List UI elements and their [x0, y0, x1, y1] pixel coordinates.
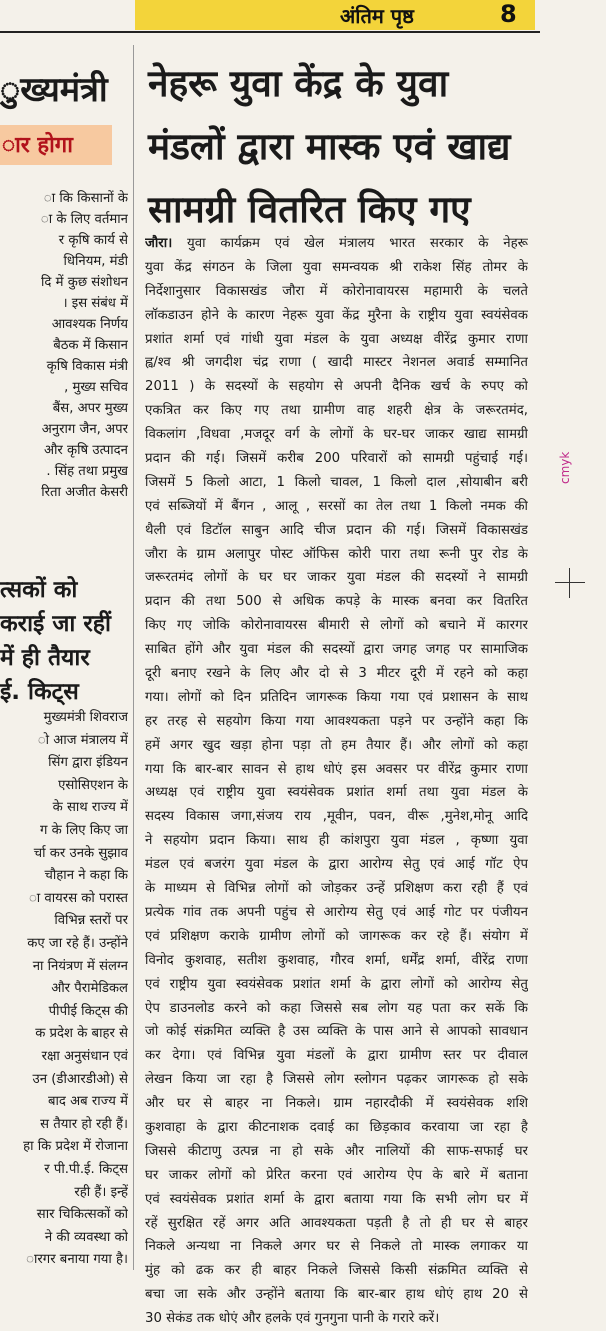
left-text-line: उन (डीआरडीओ) से — [32, 1071, 128, 1087]
left-text-line: धिनियम, मंडी — [63, 254, 128, 269]
left-text-line: ा वायरस को परास्त — [28, 890, 128, 906]
article-line: सदस्य विकास जगा,संजय राय ,मूवीन, पवन, वीरू ,मुनेश,मोनू आदि — [145, 809, 528, 825]
left-text-line: बैठक में किसान — [53, 338, 128, 353]
left-text-line: आवश्यक निर्णय — [51, 317, 128, 332]
header-rule — [0, 31, 540, 33]
article-line: लॉकडाउन होने के कारण नेहरू युवा केंद्र मुरैना के राष्ट्रीय युवा स्वयंसेवक — [145, 307, 528, 323]
article-line: निकले अन्यथा ना निकले अगर घर से निकले तो मास्क लगाकर या — [145, 1239, 528, 1255]
article-line: लेखन किया जा रहा है जिससे लोग स्लोगन पढ़कर जागरूक हो सके — [145, 1072, 528, 1088]
article-line: जो कोई संक्रमित व्यक्ति है उस व्यक्ति के पास आने से आपको सावधान — [145, 1024, 528, 1040]
article-line: किए गए जोकि कोरोनावायरस बीमारी से लोगों को बचाने में कारगर — [145, 618, 528, 634]
left-headline-2-line: ई. किट्स — [0, 679, 79, 705]
article-line: जौरा के ग्राम अलापुर पोस्ट ऑफिस कोरी पारा तथा रूनी पुर रोड के — [145, 546, 528, 562]
article-headline — [148, 52, 528, 241]
left-text-line: क प्रदेश के बाहर से — [35, 1026, 128, 1042]
left-text-line: मुख्यमंत्री शिवराज — [43, 710, 128, 725]
article-line: गया कि बार-बार सावन से हाथ धोएं इस अवसर पर वीरेंद्र कुमार राणा — [145, 761, 528, 777]
article-line-text: युवा कार्यक्रम एवं खेल मंत्रालय भारत सरकार के नेहरू — [187, 236, 528, 251]
article-line: घर जाकर लोगों को प्रेरित करना एवं आरोग्य ऐप के बारे में बताना — [145, 1167, 528, 1183]
article-line: प्रत्येक गांव तक अपनी पहुंच से आरोग्य सेतु एवं आई गोट पर पंजीयन — [145, 904, 528, 920]
article-line: गया। लोगों को दिन प्रतिदिन जागरूक किया गया एवं प्रशासन के साथ — [145, 689, 528, 705]
left-text-line: ने की व्यवस्था को — [44, 1229, 128, 1245]
article-line: ऐप डाउनलोड करने को कहा जिससे सब लोग यह पता कर सकें कि — [145, 1000, 528, 1016]
article-line: साबित होंगे और युवा मंडल की सदस्यों द्वारा जगह जगह पर सामाजिक — [145, 642, 528, 658]
article-line: एवं राष्ट्रीय युवा स्वयंसेवक प्रशांत शर्मा के द्वारा लोगों को आरोग्य सेतु — [145, 976, 528, 992]
left-text-line: स तैयार हो रही हैं। — [40, 1116, 128, 1132]
article-line: विनोद कुशवाह, सतीश कुशवाह, गौरव शर्मा, धर्मेंद्र शर्मा, वीरेंद्र राणा — [145, 952, 528, 968]
headline-line: नेहरू युवा केंद्र के युवा — [148, 62, 449, 105]
headline-line: मंडलों द्वारा मास्क एवं खाद्य — [148, 125, 511, 168]
left-headline: ुख्यमंत्री — [0, 70, 108, 110]
article-line: थैली एवं डिटॉल साबुन आदि चीज प्रदान की गई। जिसमें विकासखंड — [145, 522, 528, 538]
article-line: युवा केंद्र संगठन के जिला युवा समन्वयक श्री राकेश सिंह तोमर के — [145, 259, 528, 275]
left-text-line: रक्षा अनुसंधान एवं — [41, 1049, 128, 1064]
left-text-line: चौहान ने कहा कि — [44, 868, 128, 884]
article-line: जिसमें 5 किलो आटा, 1 किलो चावल, 1 किलो दाल ,सोयाबीन बरी — [145, 474, 528, 490]
left-text-line: पीपीई किट्स की — [48, 1003, 128, 1019]
left-text-line: र पी.पी.ई. किट्स — [44, 1162, 128, 1177]
article-line: अध्यक्ष एवं राष्ट्रीय युवा स्वयंसेवक प्रशांत शर्मा तथा युवा मंडल के — [145, 785, 528, 801]
article-line: मुंह को ढक कर ही बाहर निकले जिससे किसी संक्रमित व्यक्ति से — [145, 1263, 528, 1279]
left-text-line: सिंग द्वारा इंडियन — [48, 755, 128, 771]
article-line: जरूरतमंद लोगों के घर घर जाकर युवा मंडल की सदस्यों ने सामग्री — [145, 570, 528, 586]
article-line: जिससे कीटाणु उत्पन्न ना हो सके और नालियों की साफ-सफाई घर — [145, 1143, 528, 1159]
left-subhead — [0, 125, 112, 165]
article-line: प्रदान की तथा 500 से अधिक कपड़े के मास्क बनवा कर वितरित — [145, 594, 528, 610]
left-text-line: ारगर बनाया गया है। — [26, 1252, 128, 1268]
page-header — [0, 0, 606, 32]
left-text-line: सार चिकित्सकों को — [36, 1207, 128, 1223]
article-line: 30 सेकंड तक धोएं और हलके एवं गुनगुना पानी के गरारे करें। — [145, 1311, 440, 1327]
page-name: अंतिम पृष्ठ — [340, 4, 414, 28]
article-line: एवं सब्जियों में बैंगन , आलू , सरसों का तेल तथा 1 किलो नमक की — [145, 498, 528, 514]
left-subhead-text: ार होगा — [2, 133, 73, 158]
left-text-line: ा के लिए वर्तमान — [40, 212, 128, 227]
article-line: एवं स्वयंसेवक प्रशांत शर्मा के द्वारा बताया गया कि सभी लोग घर में — [145, 1191, 528, 1207]
left-text-line: र कृषि कार्य से — [58, 233, 128, 248]
left-text-line: कए जा रहे हैं। उन्होंने — [27, 936, 128, 951]
article-line: कुशवाहा के द्वारा कीटनाशक दवाई का छिड़काव करवाया जा रहा है — [145, 1119, 528, 1135]
left-text-line: , मुख्य सचिव — [64, 380, 128, 395]
left-text-line: ना नियंत्रण में संलग्न — [32, 958, 128, 974]
article-line: और घर से बाहर ना निकले। ग्राम नहारदौकी में स्वयंसेवक शशि — [145, 1096, 528, 1112]
left-text-line: रही हैं। इन्हें — [74, 1184, 128, 1200]
left-text-line: ा कि किसानों के — [43, 191, 128, 206]
left-text-line: । इस संबंध में — [62, 296, 128, 311]
left-headline-2-line: में ही तैयार — [0, 645, 90, 671]
left-text-line: ो आज मंत्रालय में — [37, 732, 128, 748]
left-text-line: रिता अजीत केसरी — [41, 485, 128, 500]
left-text-line: ग के लिए किए जा — [39, 823, 128, 838]
left-column — [0, 45, 128, 1270]
left-text-line: दि में कुछ संशोधन — [41, 275, 128, 290]
left-text-line: हा कि प्रदेश में रोजाना — [23, 1139, 128, 1155]
cmyk-mark: cmyk — [558, 451, 572, 484]
dateline: जौरा। — [145, 236, 173, 251]
header-band — [135, 0, 535, 30]
left-headline-2-line: कराई जा रहीं — [0, 611, 111, 637]
left-text-line: बाद अब राज्य में — [47, 1094, 128, 1110]
article-line: एवं प्रशिक्षण कराके ग्रामीण लोगों को जागरूक कर रहे हैं। संयोग में — [145, 928, 528, 944]
headline-line: सामग्री वितरित किए गए — [148, 188, 471, 231]
article-line: बचा जा सके और उन्होंने बताया कि बार-बार हाथ धोएं हाथ 20 से — [145, 1287, 528, 1303]
left-text-line: अनुराग जैन, अपर — [41, 422, 128, 437]
article-line: हर तरह से सहयोग किया गया आवश्यकता पड़ने पर उन्होंने कहा कि — [145, 713, 528, 729]
article-line: एकत्रित कर किए गए तथा ग्रामीण वाह शहरी क्षेत्र के जरूरतमंद, — [145, 403, 528, 419]
left-text-line: बैंस, अपर मुख्य — [52, 401, 128, 416]
article-line: दूरी बनाए रखने के लिए और दो से 3 मीटर दूरी में रहने को कहा — [145, 666, 528, 682]
article-line: के माध्यम से विभिन्न लोगों को जोड़कर उन्हें प्रशिक्षण करा रही हैं एवं — [145, 881, 528, 897]
article-line: विकलांग ,विधवा ,मजदूर वर्ग के लोगों के घर-घर जाकर खाद्य सामग्री — [145, 427, 528, 443]
left-text-line: और कृषि उत्पादन — [43, 443, 128, 458]
article-body — [145, 232, 528, 1331]
left-text-line: एसोसिएशन के — [58, 777, 128, 793]
column-divider — [133, 45, 134, 1270]
article-line: ह्व/श्व श्री जगदीश चंद्र राणा ( खादी मास्टर नेशनल अवार्ड सम्मानित — [145, 355, 528, 371]
article-line: प्रशांत शर्मा एवं गांधी युवा मंडल के युवा अध्यक्ष वीरेंद्र कुमार राणा — [145, 331, 528, 347]
left-text-line: कृषि विकास मंत्री — [46, 359, 128, 374]
left-text-line: के साथ राज्य में — [52, 800, 128, 816]
article-line: मंडल एवं बजरंग युवा मंडल के द्वारा आरोग्य सेतु एवं आई गॉट ऐप — [145, 857, 528, 873]
left-text-line: र्चा कर उनके सुझाव — [33, 845, 128, 861]
article-line: 2011 ) के सदस्यों के सहयोग से अपनी दैनिक खर्च के रुपए को — [145, 379, 528, 395]
left-text-line: . सिंह तथा प्रमुख — [46, 464, 128, 479]
article-line — [145, 232, 528, 256]
article-line: ने सहयोग प्रदान किया। साथ ही कांशपुरा युवा मंडल , कृष्णा युवा — [145, 833, 528, 849]
page-number: 8 — [500, 0, 517, 28]
article-line: प्रदान की गई। जिसमें करीब 200 परिवारों को सामग्री पहुंचाई गई। — [145, 451, 528, 467]
article-line: रहें सुरक्षित रहें अगर अति आवश्यकता पड़ती है तो ही घर से बाहर — [145, 1215, 528, 1231]
left-text-line: विभिन्न स्तरों पर — [54, 913, 128, 929]
article-line: कर देगा। एवं विभिन्न युवा मंडलों के द्वारा ग्रामीण स्तर पर दीवाल — [145, 1048, 528, 1064]
article-line: निर्देशानुसार विकासखंड जौरा में कोरोनावायरस महामारी के चलते — [145, 283, 528, 299]
left-headline-2-line: त्सकों को — [0, 577, 78, 603]
article-line: हमें अगर खुद खड़ा होना पड़ा तो हम तैयार हैं। और लोगों को कहा — [145, 737, 528, 753]
registration-cross-icon — [555, 568, 585, 598]
left-text-line: और पैरामेडिकल — [51, 981, 128, 997]
